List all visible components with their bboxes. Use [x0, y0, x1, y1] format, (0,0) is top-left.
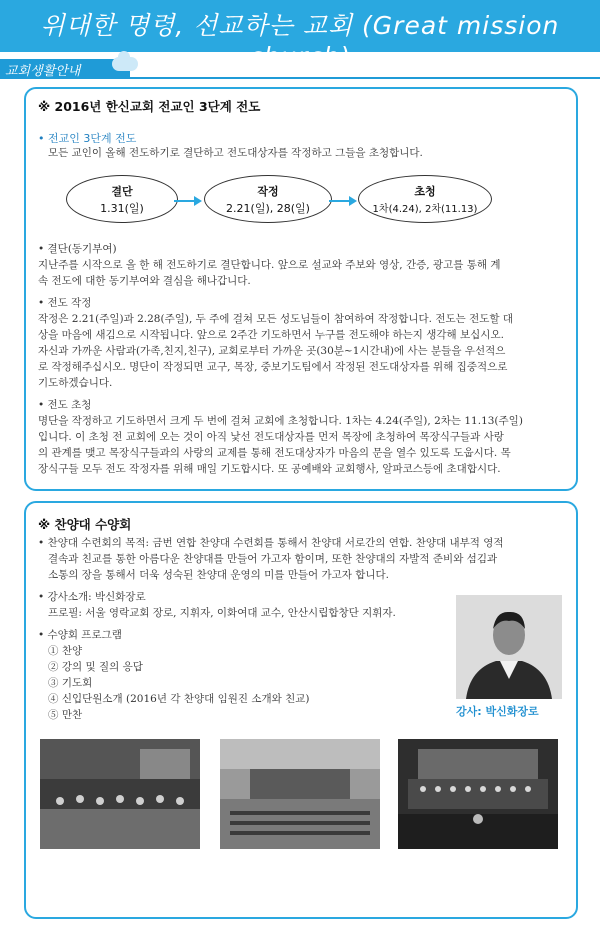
retreat-purpose-line: • 찬양대 수련회의 목적: 금번 연합 찬양대 수련회를 통해서 찬양대 서로간의 연합. 찬양대 내부적 영적: [38, 537, 504, 549]
step-decision: [66, 175, 178, 223]
speaker-portrait-image: [456, 595, 562, 699]
step-decision-name: 결단: [111, 185, 133, 198]
item-commit-line: 작정은 2.21(주일)과 2.28(주일), 두 주에 걸쳐 모든 성도님들이 참여하여 작정합니다. 전도는 전도할 대: [38, 313, 514, 325]
speaker-label: • 강사소개: 박신화장로: [38, 591, 146, 603]
cloud-icon: [112, 57, 138, 71]
retreat-purpose-line: 결속과 친교를 통한 아름다운 찬양대를 만들어 가고자 함이며, 또한 찬양대의 자발적 준비와 섬김과: [48, 553, 498, 565]
program-item: ⑤ 만찬: [48, 709, 83, 721]
item-invite-line: 장식구들 모두 전도 작정자를 위해 매일 기도합시다. 또 공예배와 교회행사, 알파코스등에 초대합시다.: [38, 463, 501, 475]
section-tag-label: 교회생활안내: [5, 64, 81, 79]
page-title: 위대한 명령, 선교하는 교회 (Great mission church): [40, 11, 560, 71]
retreat-purpose-line: 소통의 장을 통해서 더욱 성숙된 찬양대 운영의 미를 만들어 가고자 합니다.: [48, 569, 390, 581]
item-invite-label: • 전도 초청: [38, 399, 92, 411]
retreat-title: ※ 찬양대 수양회: [38, 517, 132, 532]
program-item: ③ 기도회: [48, 677, 93, 689]
program-item: ② 강의 및 질의 응답: [48, 661, 143, 673]
item-decision-line: 지난주를 시작으로 올 한 해 전도하기로 결단합니다. 앞으로 설교와 주보와 영상, 간증, 광고를 통해 계: [38, 259, 501, 271]
item-commit-line: 자신과 가까운 사람과(가족,친지,친구), 교회로부터 가까운 곳(30분~1시간내)에 사는 분들을 우선적으: [38, 345, 506, 357]
section-bar: [0, 59, 600, 79]
speaker-caption: 강사: 박신화장로: [456, 705, 539, 718]
intro-label: • 전교인 3단계 전도: [38, 132, 137, 145]
arrow-2: [329, 200, 355, 202]
event-photo-2: [220, 739, 380, 849]
item-invite-line: 의 관계를 맺고 목장식구들과의 사랑의 교제를 통해 전도대상자가 마음의 문을 열수 있도록 도웁시다. 목: [38, 447, 511, 459]
program-label: • 수양회 프로그램: [38, 629, 122, 641]
item-decision-line: 속 전도에 대한 동기부여와 결심을 해나갑니다.: [38, 275, 251, 287]
speaker-profile: 프로필: 서울 영락교회 장로, 지휘자, 이화여대 교수, 안산시립합창단 지휘자.: [48, 607, 396, 619]
program-item: ① 찬양: [48, 645, 83, 657]
item-commit-line: 상을 마음에 새김으로 시작됩니다. 앞으로 2주간 기도하면서 누구를 전도해야 하는지 생각해 보십시오.: [38, 329, 504, 341]
step-commit: [204, 175, 332, 223]
retreat-box: [24, 501, 578, 919]
event-photo-1-image: [40, 739, 200, 849]
evangelism-title: ※ 2016년 한신교회 전교인 3단계 전도: [38, 99, 261, 114]
event-photo-2-image: [220, 739, 380, 849]
item-invite-line: 명단을 작정하고 기도하면서 크게 두 번에 걸쳐 교회에 초청합니다. 1차는 4.24(주일), 2차는 11.13(주일): [38, 415, 523, 427]
evangelism-box: [24, 87, 578, 491]
event-photo-1: [40, 739, 200, 849]
step-invite-date: 1차(4.24), 2차(11.13): [372, 204, 478, 215]
item-commit-label: • 전도 작정: [38, 297, 92, 309]
item-commit-line: 로 작정해주십시오. 명단이 작정되면 교구, 목장, 중보기도팀에서 작정된 전도대상자를 위해 집중적으로: [38, 361, 508, 373]
header-banner: [0, 0, 600, 71]
intro-text: 모든 교인이 올해 전도하기로 결단하고 전도대상자를 작정하고 그들을 초청합니다.: [48, 147, 423, 159]
speaker-photo: [456, 595, 562, 699]
event-photo-3: [398, 739, 558, 849]
event-photo-3-image: [398, 739, 558, 849]
step-commit-name: 작정: [257, 185, 279, 198]
step-invite-name: 초청: [414, 185, 436, 198]
item-decision-label: • 결단(동기부여): [38, 243, 117, 255]
program-item: ④ 신입단원소개 (2016년 각 찬양대 임원진 소개와 친교): [48, 693, 310, 705]
step-decision-date: 1.31(일): [100, 202, 144, 215]
step-invite: [358, 175, 492, 223]
section-tag: [0, 59, 130, 79]
arrow-1: [174, 200, 200, 202]
item-commit-line: 기도하겠습니다.: [38, 377, 113, 389]
item-invite-line: 입니다. 이 초청 전 교회에 오는 것이 아직 낯선 전도대상자를 먼저 목장에 초청하여 목장식구들과 사랑: [38, 431, 504, 443]
step-commit-date: 2.21(일), 28(일): [226, 202, 310, 215]
